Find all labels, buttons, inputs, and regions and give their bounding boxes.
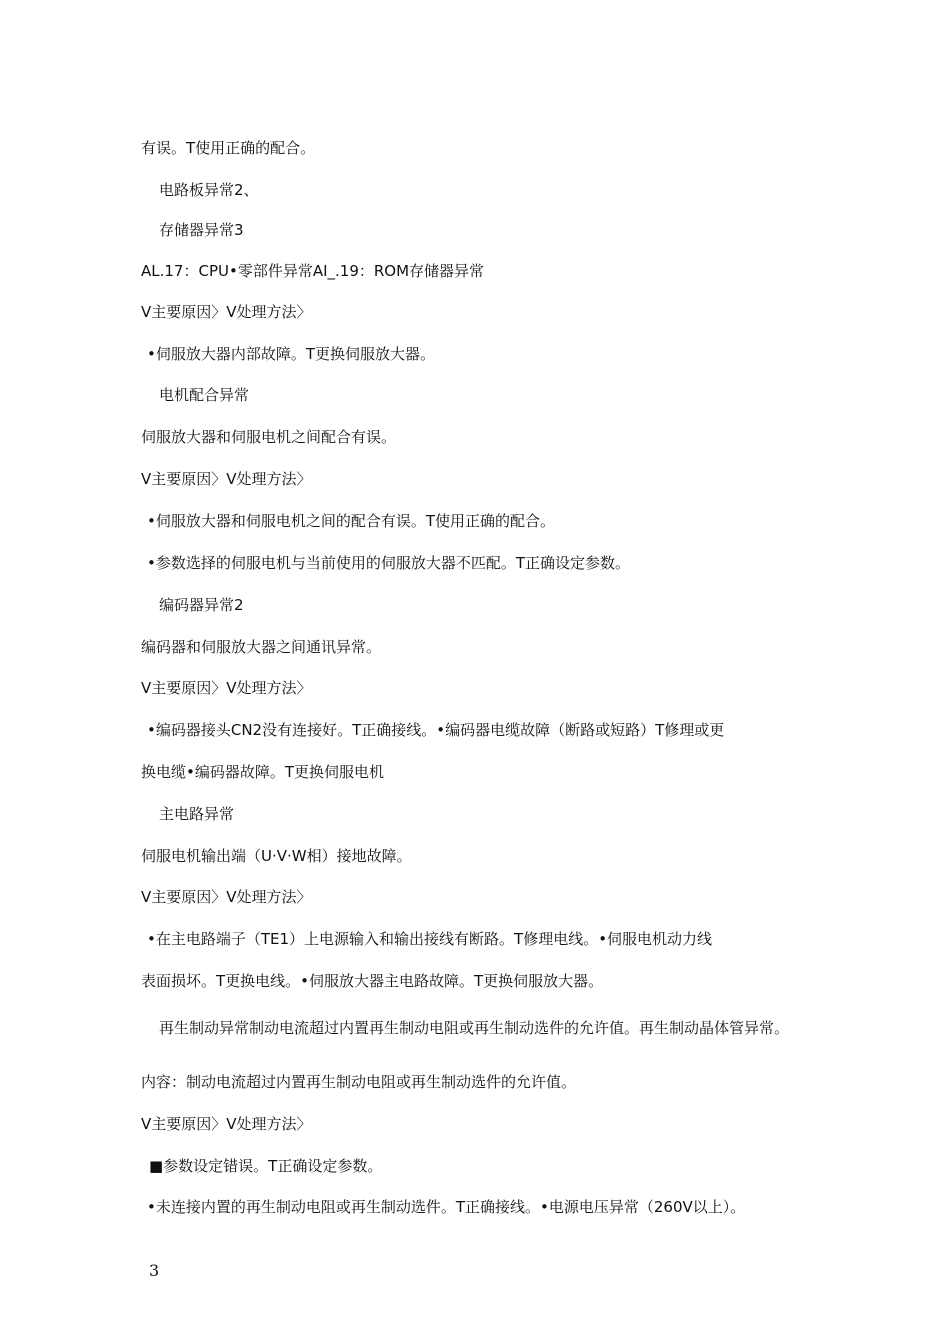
text-line: 换电缆•编码器故障。T更换伺服电机 bbox=[141, 763, 385, 781]
bullet-line: •未连接内置的再生制动电阻或再生制动选件。T正确接线。•电源电压异常（260V以上）。 bbox=[147, 1198, 746, 1216]
bullet-line: •伺服放大器和伺服电机之间的配合有误。T使用正确的配合。 bbox=[147, 512, 556, 530]
cause-method-header: V主要原因〉V处理方法〉 bbox=[141, 1115, 312, 1133]
section-heading-main-circuit: 主电路异常 bbox=[159, 805, 235, 823]
cause-method-header: V主要原因〉V处理方法〉 bbox=[141, 470, 312, 488]
section-heading-encoder: 编码器异常2 bbox=[159, 596, 244, 614]
section-heading-regenerative-brake: 再生制动异常制动电流超过内置再生制动电阻或再生制动选件的允许值。再生制动晶体管异常。 bbox=[159, 1019, 790, 1037]
bullet-line: •参数选择的伺服电机与当前使用的伺服放大器不匹配。T正确设定参数。 bbox=[147, 554, 631, 572]
bullet-line: •伺服放大器内部故障。T更换伺服放大器。 bbox=[147, 345, 436, 363]
bullet-line: •编码器接头CN2没有连接好。T正确接线。•编码器电缆故障（断路或短路）T修理或更 bbox=[147, 721, 725, 739]
text-line: 伺服放大器和伺服电机之间配合有误。 bbox=[141, 428, 397, 446]
cause-method-header: V主要原因〉V处理方法〉 bbox=[141, 679, 312, 697]
section-heading-memory: 存储器异常3 bbox=[159, 221, 244, 239]
text-line: 有误。T使用正确的配合。 bbox=[141, 139, 316, 157]
section-heading-circuit-board: 电路板异常2、 bbox=[159, 181, 259, 199]
bullet-line: •在主电路端子（TE1）上电源输入和输出接线有断路。T修理电线。•伺服电机动力线 bbox=[147, 930, 713, 948]
text-line: 编码器和伺服放大器之间通讯异常。 bbox=[141, 638, 382, 656]
text-line: 内容：制动电流超过内置再生制动电阻或再生制动选件的允许值。 bbox=[141, 1073, 577, 1091]
cause-method-header: V主要原因〉V处理方法〉 bbox=[141, 303, 312, 321]
cause-method-header: V主要原因〉V处理方法〉 bbox=[141, 888, 312, 906]
alarm-code-line: AL.17：CPU•零部件异常AI_.19：ROM存储器异常 bbox=[141, 262, 485, 280]
text-line: 伺服电机输出端（U·V·W相）接地故障。 bbox=[141, 847, 412, 865]
text-line: 表面损坏。T更换电线。•伺服放大器主电路故障。T更换伺服放大器。 bbox=[141, 972, 604, 990]
bullet-line: ■参数设定错误。T正确设定参数。 bbox=[149, 1157, 383, 1175]
section-heading-motor-match: 电机配合异常 bbox=[159, 386, 250, 404]
page-number: 3 bbox=[149, 1261, 160, 1280]
